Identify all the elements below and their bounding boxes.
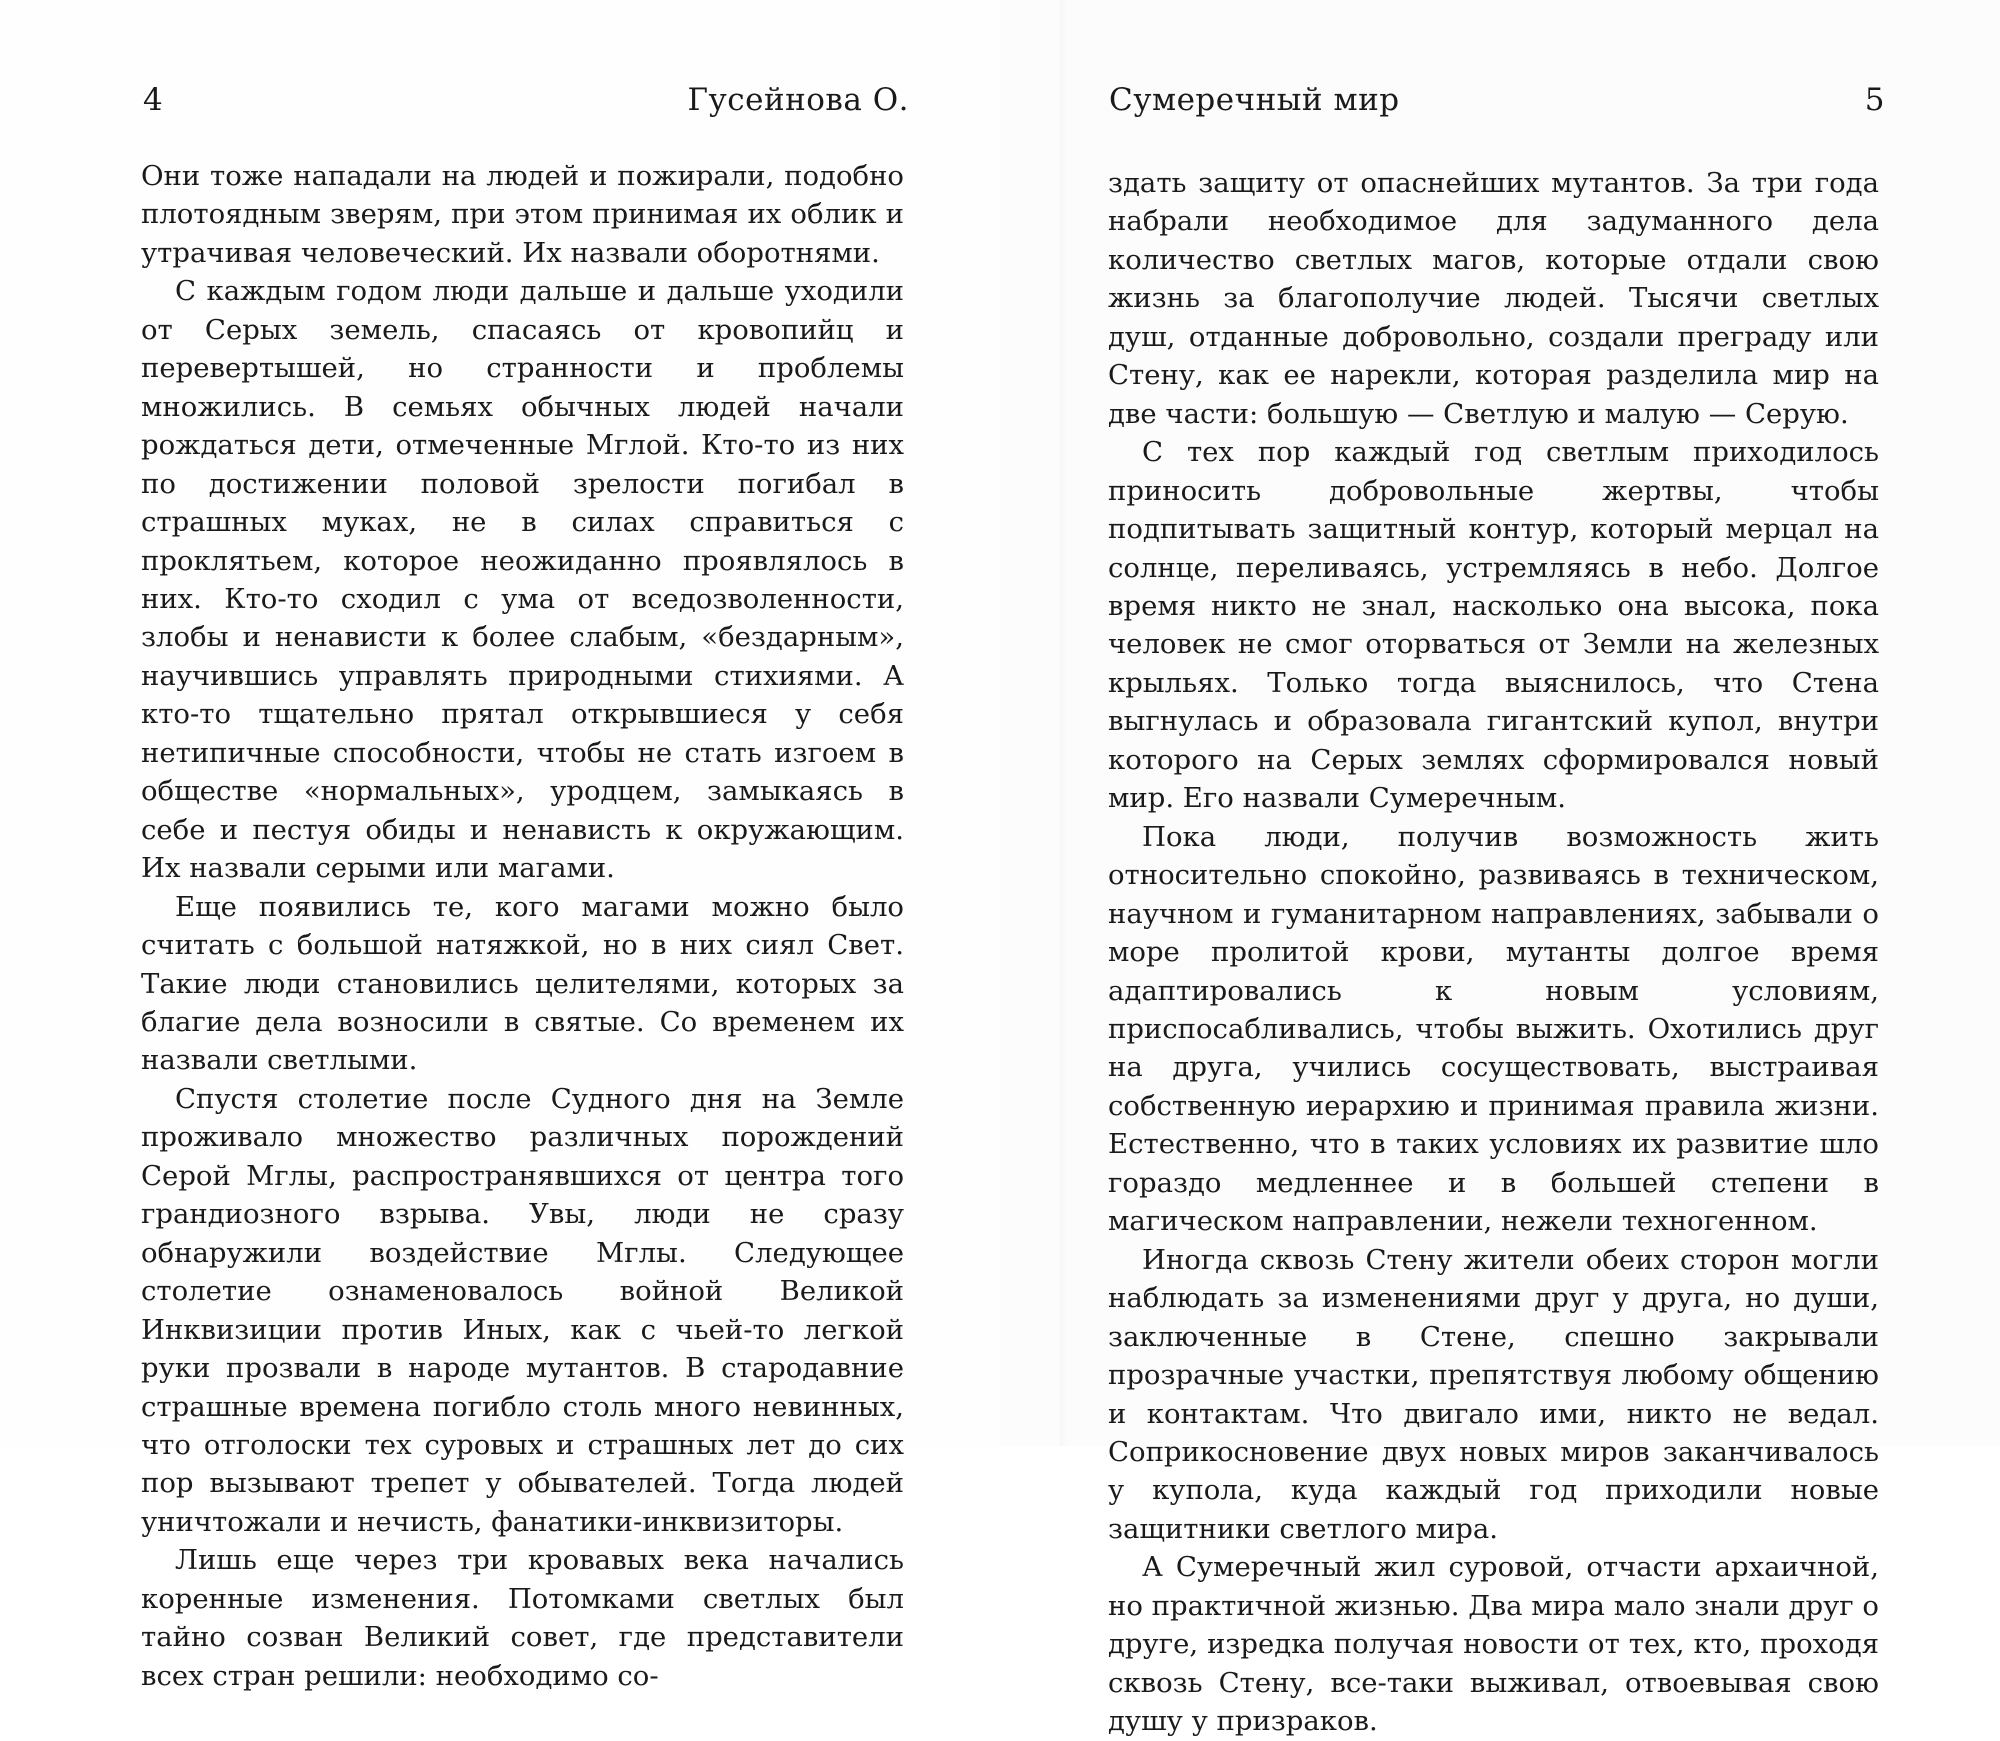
paragraph: А Сумеречный жил суровой, отчасти архаичной, но практичной жизнью. Два мира мало знали друг о друге, изредка получая новости от тех, кто, проходя сквозь Стену, все-таки выживал, отвоевывая свою душу у призраков. — [1108, 1551, 1879, 1738]
left-page-text — [141, 157, 904, 1695]
paragraph: Еще появились те, кого магами можно было считать с большой натяжкой, но в них сиял Свет. Такие люди становились целителями, которых за благие дела возносили в святые. Со временем их назвали светлыми. — [141, 890, 904, 1077]
left-page — [0, 0, 1000, 1692]
right-page — [1000, 0, 2000, 1738]
paragraph: Пока люди, получив возможность жить относительно спокойно, развиваясь в техническом, научном и гуманитарном направлениях, забывали о море пролитой крови, мутанты долгое время адаптировались к новым условиям, приспосабливались, чтобы выжить. Охотились друг на друга, учились сосуществовать, выстраивая собственную иерархию и принимая правила жизни. Естественно, что в таких условиях их развитие шло гораздо медленнее и в большей степени в магическом направлении, нежели техногенном. — [1108, 820, 1879, 1238]
paragraph: Иногда сквозь Стену жители обеих сторон могли наблюдать за изменениями друг у друга, но души, заключенные в Стене, спешно закрывали прозрачные участки, препятствуя любому общению и контактам. Что двигало ими, никто не ведал. Соприкосновение двух новых миров заканчивалось у купола, куда каждый год приходили новые защитники светлого мира. — [1108, 1243, 1879, 1545]
paragraph: Лишь еще через три кровавых века начались коренные изменения. Потомками светлых был тайно созван Великий совет, где представители всех стран решили: необходимо со- — [141, 1544, 904, 1692]
page-number: 5 — [1864, 82, 1885, 118]
paragraph: С тех пор каждый год светлым приходилось приносить добровольные жертвы, чтобы подпитывать защитный контур, который мерцал на солнце, переливаясь, устремляясь в небо. Долгое время никто не знал, насколько она высока, пока человек не смог оторваться от Земли на железных крыльях. Только тогда выяснилось, что Стена выгнулась и образовала гигантский купол, внутри которого на Серых землях сформировался новый мир. Его назвали Сумеречным. — [1108, 436, 1879, 815]
paragraph: здать защиту от опаснейших мутантов. За три года набрали необходимое для задуманного дела количество светлых магов, которые отдали свою жизнь за благополучие людей. Тысячи светлых душ, отданные добровольно, создали преграду или Стену, как ее нарекли, которая разделила мир на две части: большую — Светлую и малую — Серую. — [1108, 167, 1879, 430]
paragraph: Они тоже нападали на людей и пожирали, подобно плотоядным зверям, при этом принимая их облик и утрачивая человеческий. Их назвали оборотнями. — [141, 160, 904, 269]
page-gutter — [1060, 0, 1068, 1446]
paragraph: С каждым годом люди дальше и дальше уходили от Серых земель, спасаясь от кровопийц и перевертышей, но странности и проблемы множились. В семьях обычных людей начали рождаться дети, отмеченные Мглой. Кто-то из них по достижении половой зрелости погибал в страшных муках, не в силах справиться с проклятьем, которое неожиданно проявлялось в них. Кто-то сходил с ума от вседозволенности, злобы и ненависти к более слабым, «бездарным», научившись управлять природными стихиями. А кто-то тщательно прятал открывшиеся у себя нетипичные способности, чтобы не стать изгоем в обществе «нормальных», уродцем, замыкаясь в себе и пестуя обиды и ненависть к окружающим. Их назвали серыми или магами. — [141, 275, 904, 885]
running-title-book: Сумеречный мир — [1109, 82, 1400, 118]
page-number: 4 — [143, 82, 164, 118]
right-page-text — [1108, 164, 1879, 1741]
running-title-author: Гусейнова О. — [687, 82, 909, 118]
paragraph: Спустя столетие после Судного дня на Земле проживало множество различных порождений Серой Мглы, распространявшихся от центра того грандиозного взрыва. Увы, люди не сразу обнаружили воздействие Мглы. Следующее столетие ознаменовалось войной Великой Инквизиции против Иных, как с чьей-то легкой руки прозвали в народе мутантов. В стародавние страшные времена погибло столь много невинных, что отголоски тех суровых и страшных лет до сих пор вызывают трепет у обывателей. Тогда людей уничтожали и нечисть, фанатики-инквизиторы. — [141, 1082, 904, 1538]
